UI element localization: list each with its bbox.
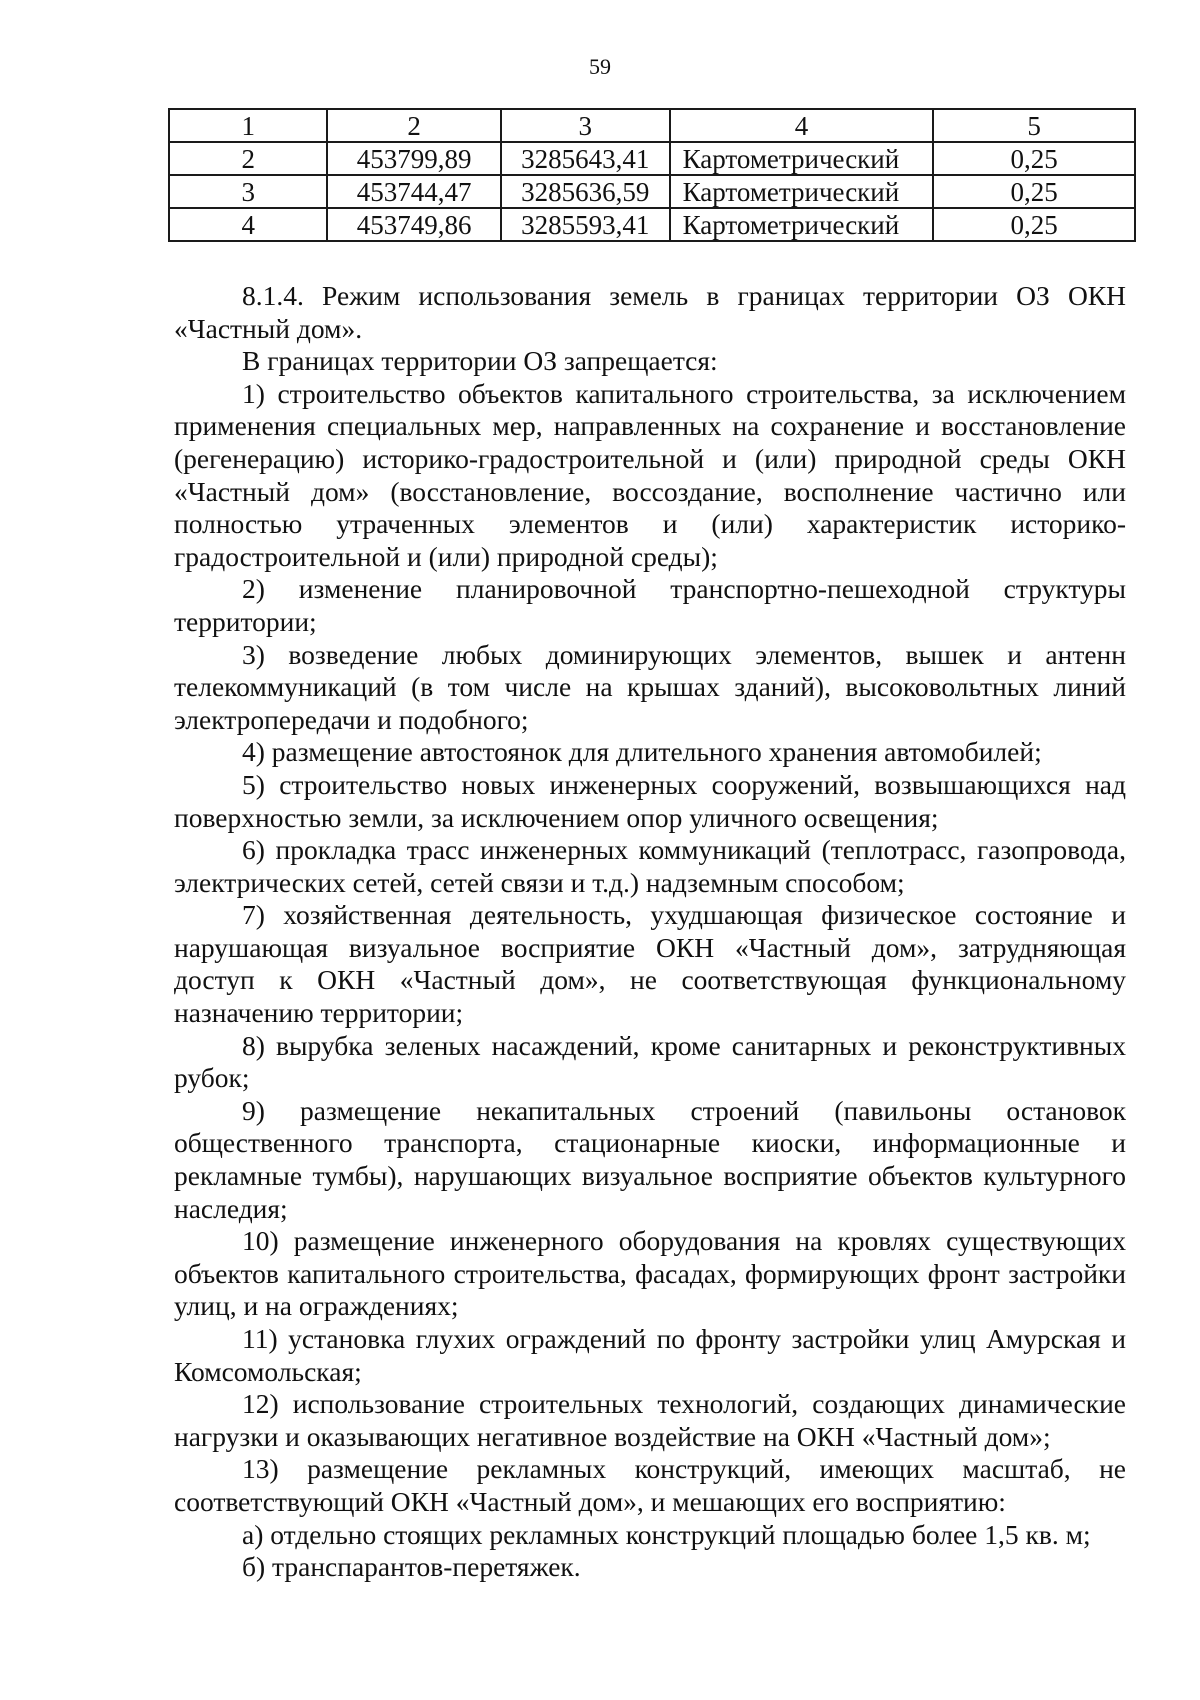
list-item: б) транспарантов-перетяжек.: [242, 1551, 581, 1583]
accuracy-cell: 0,25: [933, 175, 1135, 208]
x-coordinate-cell: 453744,47: [327, 175, 500, 208]
y-coordinate-cell: 3285593,41: [501, 208, 670, 241]
list-item: 5) строительство новых инженерных сооружений, возвышающихся над поверхностью земли, за исключением опор уличного освещения;: [174, 768, 1126, 833]
table-header-cell: 1: [169, 109, 327, 142]
table-header-cell: 2: [327, 109, 500, 142]
list-item: 10) размещение инженерного оборудования на кровлях существующих объектов капитального строительства, фасадах, формирующих фронт застройки улиц, и на ограждениях;: [174, 1225, 1126, 1322]
method-cell: Картометрический: [670, 142, 934, 175]
accuracy-cell: 0,25: [933, 142, 1135, 175]
table-row: [169, 142, 1135, 175]
list-item: 12) использование строительных технологий, создающих динамические нагрузки и оказывающих негативное воздействие на ОКН «Частный дом»;: [174, 1388, 1126, 1452]
section-heading: 8.1.4. Режим использования земель в границах территории ОЗ ОКН «Частный дом».: [174, 280, 1126, 344]
list-item: 13) размещение рекламных конструкций, имеющих масштаб, не соответствующий ОКН «Частный дом», и мешающих его восприятию:: [174, 1453, 1126, 1517]
list-item: 1) строительство объектов капитального строительства, за исключением применения специальных мер, направленных на сохранение и восстановление (регенерацию) историко-градостроительной и (или) природной среды ОКН «Частный дом» (восстановление, воссоздание, восполнение частично или полностью утраченных элементов и (или) характеристик историко-градостроительной и (или) природной среды);: [174, 377, 1126, 572]
table-header-cell: 5: [933, 109, 1135, 142]
document-body: [174, 280, 1126, 1584]
list-item: 9) размещение некапитальных строений (павильоны остановок общественного транспорта, стационарные киоски, информационные и рекламные тумбы), нарушающих визуальное восприятие объектов культурного наследия;: [174, 1094, 1126, 1224]
table-header-cell: 4: [670, 109, 934, 142]
list-item: 4) размещение автостоянок для длительного хранения автомобилей;: [242, 736, 1042, 768]
x-coordinate-cell: 453799,89: [327, 142, 500, 175]
table-row: [169, 175, 1135, 208]
accuracy-cell: 0,25: [933, 208, 1135, 241]
page-number: 59: [589, 54, 611, 79]
method-cell: Картометрический: [670, 175, 934, 208]
x-coordinate-cell: 453749,86: [327, 208, 500, 241]
list-item: 2) изменение планировочной транспортно-пешеходной структуры территории;: [174, 573, 1126, 637]
table-header-row: [169, 109, 1135, 142]
list-item: 3) возведение любых доминирующих элементов, вышек и антенн телекоммуникаций (в том числе на крышах зданий), высоковольтных линий электропередачи и подобного;: [174, 638, 1126, 735]
point-number-cell: 2: [169, 142, 327, 175]
coordinates-table: [168, 108, 1136, 242]
y-coordinate-cell: 3285643,41: [501, 142, 670, 175]
y-coordinate-cell: 3285636,59: [501, 175, 670, 208]
list-item: а) отдельно стоящих рекламных конструкций площадью более 1,5 кв. м;: [242, 1518, 1091, 1550]
list-item: 7) хозяйственная деятельность, ухудшающая физическое состояние и нарушающая визуальное восприятие ОКН «Частный дом», затрудняющая доступ к ОКН «Частный дом», не соответствующая функциональному назначению территории;: [174, 899, 1126, 1029]
list-item: 6) прокладка трасс инженерных коммуникаций (теплотрасс, газопровода, электрических сетей, сетей связи и т.д.) надземным способом;: [174, 834, 1126, 898]
table-header-cell: 3: [501, 109, 670, 142]
list-item: 11) установка глухих ограждений по фронту застройки улиц Амурская и Комсомольская;: [174, 1323, 1126, 1387]
table-row: [169, 208, 1135, 241]
list-item: 8) вырубка зеленых насаждений, кроме санитарных и реконструктивных рубок;: [174, 1029, 1126, 1094]
intro-paragraph: В границах территории ОЗ запрещается:: [242, 345, 718, 377]
point-number-cell: 3: [169, 175, 327, 208]
point-number-cell: 4: [169, 208, 327, 241]
method-cell: Картометрический: [670, 208, 934, 241]
